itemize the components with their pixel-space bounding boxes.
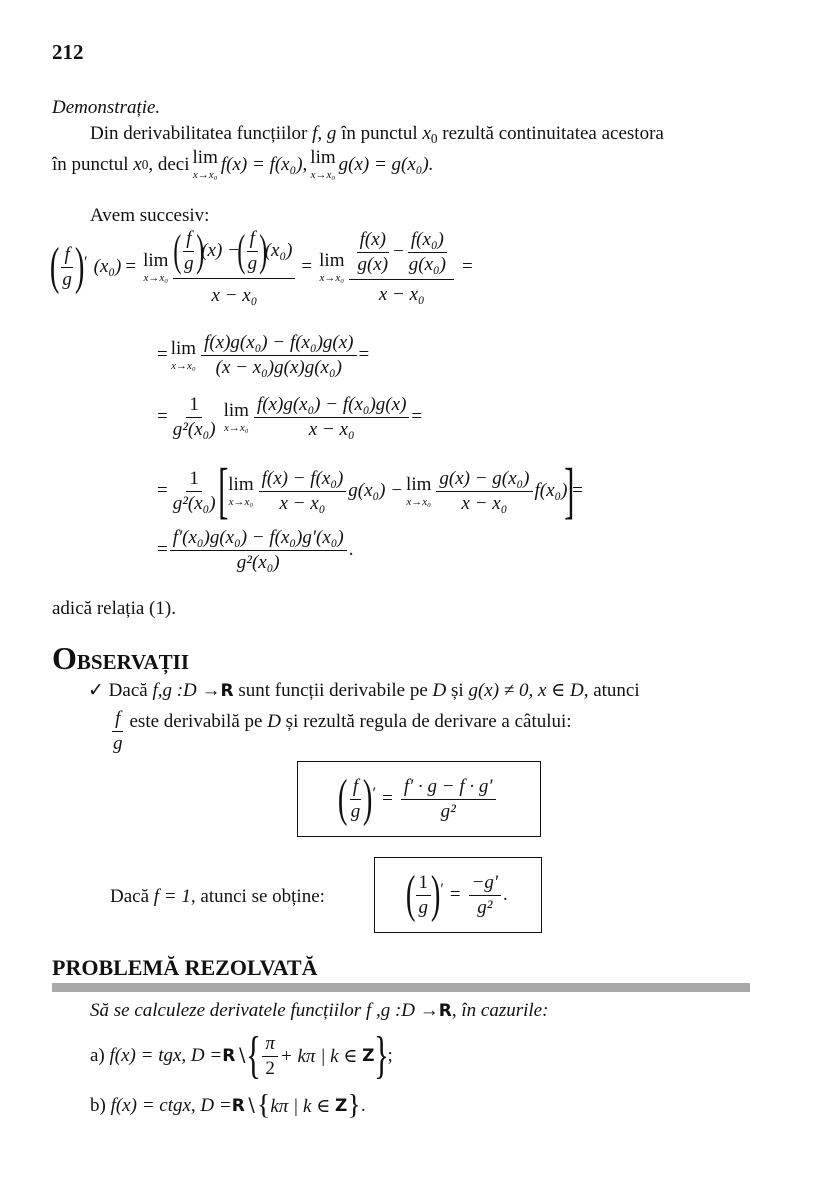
conclusion-text: adică relația (1).: [52, 598, 176, 619]
observation-item: ✓ Dacă f,g :D →R sunt funcții derivabile pe D și g(x) ≠ 0, x ∈ D, atunci: [88, 680, 640, 701]
section-rule: [52, 983, 750, 992]
demonstration-paragraph-line1: Din derivabilitatea funcțiilor f, g în punctul $x_0$ rezultă continuitatea acestora: [90, 123, 664, 146]
demonstration-title: Demonstrație.: [52, 97, 161, 118]
problem-case-a: a) f(x) = tgx, D = R ∖ { $\frac{\pi}{2}$ + kπ | k ∈ Z } ;: [90, 1027, 393, 1084]
f-over-g-paren: ( $\frac{f}{g}$ ): [49, 238, 85, 296]
special-case-text: Dacă f = 1, atunci se obține:: [110, 886, 325, 907]
problem-statement: Să se calculeze derivatele funcțiilor f ,g :D →R, în cazurile:: [90, 1000, 549, 1021]
reciprocal-rule-box: ( $\frac{1}{g}$ ) ′ = $\frac{-g'}{\text{g²}}$ .: [374, 857, 542, 933]
quotient-rule-box: ( $\frac{f}{g}$ ) ′ = $\frac{f' \cdot g - f \cdot g'}{\text{g²}}$: [297, 761, 541, 837]
limit-operator: lim x→x₀: [310, 147, 336, 181]
derivation-line-3: = $\frac{1}{\text{g²(x₀)}}$ lim x→x₀ $\frac{\text{f(x)g(x₀) − f(x₀)g(x)}}{\text{x − x₀}}$ =: [157, 394, 423, 440]
limit-operator: lim x→x₀: [192, 147, 218, 181]
check-icon: ✓: [88, 680, 104, 701]
demonstration-paragraph-line2: în punctul x 0 , deci lim x→x₀ f(x) = f(x₀), lim x→x₀ g(x) = g(x₀).: [52, 147, 434, 181]
page-number: 212: [52, 40, 84, 64]
problem-case-b: b) f(x) = ctgx, D = R ∖ { kπ | k ∈ Z } .: [90, 1090, 366, 1121]
derivation-line-2: = lim x→x₀ $\frac{\text{f(x)g(x₀) − f(x₀)g(x)}}{\text{(x − x₀)g(x)g(x₀)}}$ =: [157, 332, 370, 378]
observation-item-continuation: $\frac{f}{g}$ este derivabilă pe D și rezultă regula de derivare a câtului:: [113, 708, 572, 754]
derivation-line-5: = $\frac{\text{f′(x₀)g(x₀) − f(x₀)g′(x₀)}}{\text{g²(x₀)}}$ .: [157, 527, 354, 573]
problem-heading: PROBLEMĂ REZOLVATĂ: [52, 955, 318, 980]
derivation-line-4: = $\frac{1}{\text{g²(x₀)}}$ [ lim x→x₀ $\frac{\text{f(x) − f(x₀)}}{\text{x − x₀}}$ g(x₀) − lim x→x₀ $\frac{\text{g(x) − g(x₀)}}{\text{x − x₀}}$ f(x₀) ] =: [157, 457, 583, 525]
avem-succesiv: Avem succesiv:: [90, 205, 210, 226]
observations-heading: OBSERVAȚII: [52, 640, 189, 676]
derivation-line-1: ( $\frac{f}{g}$ ) ′ (x₀) = lim x→x₀ ( $\frac{f}{g}$ ) (x) − ( $\frac{f}{g}$ ) (x₀) x − x₀ = lim x→x₀ $\frac{f(x)}{g(x)}$ − $\frac{\text{f(x₀)}}{\text{g(x₀)}}$ x − x₀ =: [49, 226, 473, 306]
